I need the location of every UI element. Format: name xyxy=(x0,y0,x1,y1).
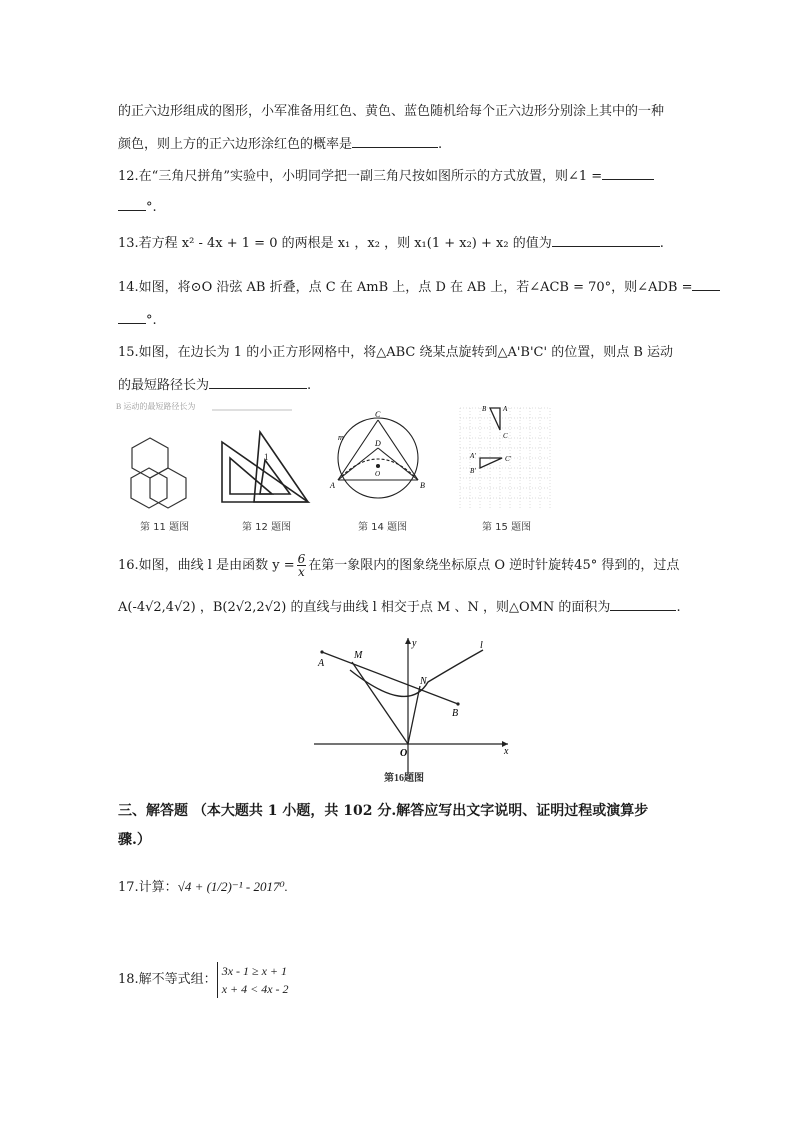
q17-expression: √4 + (1/2)⁻¹ - 2017⁰. xyxy=(177,879,288,894)
fig15-label-B: B xyxy=(482,405,487,413)
fig11-hexagons xyxy=(131,438,186,508)
fig16-label-A: A xyxy=(318,658,325,669)
fig16-label-y: y xyxy=(412,638,417,649)
q16-suffix: 在第一象限内的图象绕坐标原点 O 逆时针旋转45° 得到的，过点 xyxy=(308,558,680,573)
q16-line1 xyxy=(118,553,679,579)
q17-line xyxy=(118,877,288,898)
q16-frac-num: 6 xyxy=(297,552,306,566)
fig12-angle-label: 1 xyxy=(264,452,269,462)
q17-prefix: 17.计算： xyxy=(118,880,178,895)
q13-line1: 13.若方程 x² - 4x + 1 = 0 的两根是 x₁ ，x₂ ，则 x₁(1 + x₂) + x₂ 的值为 . xyxy=(118,232,664,254)
q14-text: 14.如图，将⊙O 沿弦 AB 折叠，点 C 在 AmB 上，点 D 在 AB 上，若∠ACB = 70°，则∠ADB = xyxy=(118,280,693,295)
figures-cut-text: B 运动的最短路径长为 xyxy=(116,402,196,411)
fig15-label-C: C xyxy=(503,432,508,440)
q18-row2: x + 4 < 4x - 2 xyxy=(221,982,289,996)
fig15-caption: 第 15 题图 xyxy=(482,522,532,533)
q12-line2 xyxy=(118,196,157,218)
q16-frac-den: x xyxy=(298,565,305,579)
fig14-label-D: D xyxy=(375,439,381,448)
q16-fraction xyxy=(297,553,307,578)
q18-row1: 3x - 1 ≥ x + 1 xyxy=(221,964,288,978)
q14-suffix: °. xyxy=(146,313,157,328)
fig15-label-B2: B' xyxy=(470,467,476,475)
q15-line1: 15.如图，在边长为 1 的小正方形网格中，将△ABC 绕某点旋转到△A'B'C' 的位置，则点 B 运动 xyxy=(118,345,674,360)
fig14-label-A: A xyxy=(330,481,335,490)
q12-answer-blank-1 xyxy=(602,165,654,180)
fig16-label-x: x xyxy=(504,746,509,757)
fig16-coordinate-figure xyxy=(308,634,518,784)
q11-line1: 的正六边形组成的图形，小军准备用红色、黄色、蓝色随机给每个正六边形分别涂上其中的一种 xyxy=(118,104,665,119)
fig14-circle-fold xyxy=(338,418,418,498)
fig16-label-l: l xyxy=(480,640,483,651)
fig12-set-squares xyxy=(222,432,308,502)
fig15-triangle-a2b2c2 xyxy=(480,458,502,468)
fig16-label-N: N xyxy=(420,676,427,687)
q12-line1 xyxy=(118,165,654,187)
q14-line1 xyxy=(118,276,720,298)
fig16-label-B: B xyxy=(452,708,459,719)
q15-line2: 的最短路径长为 . xyxy=(118,374,311,396)
q12-answer-blank-2 xyxy=(118,196,146,211)
section3-heading: 三、解答题 （本大题共 1 小题，共 102 分.解答应写出文字说明、证明过程或演算步 xyxy=(118,803,649,819)
section3-heading-cont: 骤.） xyxy=(118,832,151,848)
q18-line xyxy=(118,962,289,998)
fig15-label-A: A xyxy=(503,405,508,413)
q14-answer-blank-1 xyxy=(692,276,720,291)
fig14-label-B: B xyxy=(420,481,425,490)
q13-answer-blank xyxy=(552,232,660,247)
fig15-label-C2: C' xyxy=(505,455,512,463)
q18-prefix: 18.解不等式组： xyxy=(118,972,217,987)
q14-line2 xyxy=(118,309,157,331)
fig16-curve-l xyxy=(350,650,483,696)
q12-suffix: °. xyxy=(146,200,157,215)
q16-prefix: 16.如图，曲线 l 是由函数 y = xyxy=(118,558,295,573)
q13-text: 13.若方程 x² - 4x + 1 = 0 的两根是 x₁ ，x₂ ，则 x₁(1 + x₂) + x₂ 的值为 xyxy=(118,236,552,251)
q16-line2-text: A(-4√2,4√2) ，B(2√2,2√2) 的直线与曲线 l 相交于点 M 、N ，则△OMN 的面积为 xyxy=(118,600,611,615)
fig16-label-O: O xyxy=(400,748,408,759)
q11-line2: 颜色，则上方的正六边形涂红色的概率是 . xyxy=(118,133,442,155)
fig11-hexagon-top xyxy=(132,438,168,478)
fig14-caption: 第 14 题图 xyxy=(358,522,408,533)
q15-line2-text: 的最短路径长为 xyxy=(118,378,210,393)
fig11-caption: 第 11 题图 xyxy=(140,522,190,533)
fig16-label-M: M xyxy=(354,650,363,661)
q15-answer-blank xyxy=(209,374,307,389)
figures-row xyxy=(112,398,572,538)
fig14-label-O: O xyxy=(375,470,381,478)
fig14-label-C: C xyxy=(375,410,381,419)
fig15-triangle-abc xyxy=(490,408,500,430)
q11-answer-blank xyxy=(352,133,438,148)
fig11-hexagon-right xyxy=(150,468,186,508)
q16-line2: A(-4√2,4√2) ，B(2√2,2√2) 的直线与曲线 l 相交于点 M 、N ，则△OMN 的面积为 . xyxy=(118,596,681,618)
q11-line2-text: 颜色，则上方的正六边形涂红色的概率是 xyxy=(118,137,353,152)
q12-text: 12.在“三角尺拼角”实验中，小明同学把一副三角尺按如图所示的方式放置，则∠1 = xyxy=(118,169,603,184)
fig12-caption: 第 12 题图 xyxy=(242,522,292,533)
fig16-line-ab xyxy=(322,652,458,704)
q14-answer-blank-2 xyxy=(118,309,146,324)
fig16-caption: 第16题图 xyxy=(384,773,424,784)
q18-system xyxy=(217,962,289,998)
fig11-hexagon-left xyxy=(131,468,167,508)
fig14-label-m: m xyxy=(338,433,344,442)
q16-answer-blank xyxy=(610,596,676,611)
fig15-label-A2: A' xyxy=(470,452,476,460)
